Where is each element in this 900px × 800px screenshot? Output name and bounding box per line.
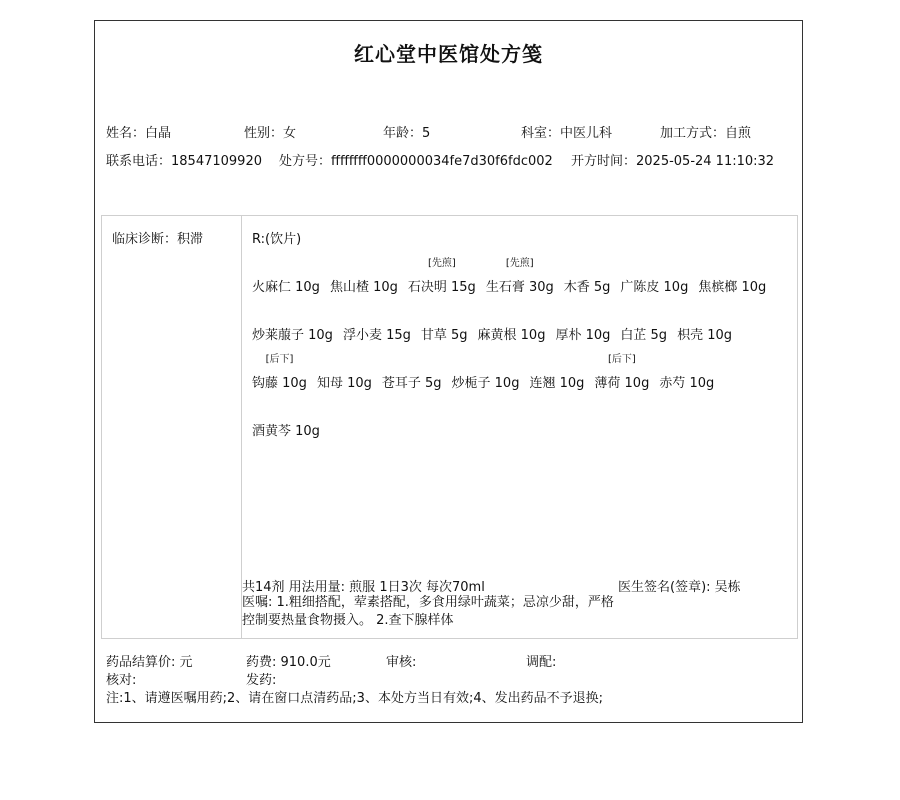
herb-item: [698, 276, 766, 295]
patient-age: 年龄：5: [383, 126, 431, 141]
herb-name: 枳壳 10g: [677, 328, 732, 343]
herb-item: [659, 372, 714, 391]
herb-item: [330, 276, 398, 295]
herb-name: 酒黄芩 10g: [252, 424, 320, 439]
herb-name: 炒栀子 10g: [451, 376, 520, 391]
herb-item: [252, 276, 320, 295]
review-field: 审核:: [386, 655, 417, 670]
herb-item: [620, 324, 667, 343]
herb-row: [252, 420, 330, 439]
herb-prep-note: [后下]: [607, 354, 636, 365]
herb-name: 赤芍 10g: [659, 376, 715, 391]
herb-name: 钩藤 10g: [252, 376, 307, 391]
process-method: 加工方式：自煎: [660, 126, 752, 141]
herb-item: [478, 324, 546, 343]
herb-name: 焦槟榔 10g: [698, 280, 767, 295]
settle-price: 药品结算价: 元: [106, 655, 193, 670]
prescription-number: 处方号：ffffffff0000000034fe7d30f6fdc002: [279, 154, 553, 169]
patient-dept: 科室：中医儿科: [521, 126, 613, 141]
herb-item: [555, 324, 610, 343]
herb-item: [343, 324, 411, 343]
herb-name: 薄荷 10g: [594, 376, 650, 391]
patient-gender: 性别：女: [244, 126, 297, 141]
herb-name: 石决明 15g: [407, 280, 476, 295]
herb-name: 厚朴 10g: [555, 328, 611, 343]
herb-name: 甘草 5g: [420, 328, 468, 343]
herb-name: 火麻仁 10g: [252, 280, 320, 295]
herb-name: 白芷 5g: [620, 328, 668, 343]
herb-row: [252, 354, 724, 391]
herb-name: 知母 10g: [316, 376, 372, 391]
herb-item: [421, 324, 468, 343]
herb-item: [252, 324, 333, 343]
patient-name: 姓名：白晶: [106, 126, 172, 141]
herb-name: 炒莱菔子 10g: [252, 328, 333, 343]
rx-label: R:(饮片): [252, 232, 302, 247]
herb-name: 生石膏 30g: [485, 280, 554, 295]
dispense-field: 调配:: [526, 655, 557, 670]
herb-item: [252, 354, 307, 391]
herb-name: 麻黄根 10g: [477, 328, 546, 343]
herb-item: [382, 372, 442, 391]
herb-name: 连翘 10g: [529, 376, 585, 391]
herb-item: [252, 420, 320, 439]
issue-field: 发药:: [246, 673, 277, 688]
herb-row: [252, 258, 776, 295]
herb-item: [452, 372, 520, 391]
patient-phone: 联系电话：18547109920: [106, 154, 262, 169]
clinical-diagnosis: 临床诊断：积滞: [112, 232, 204, 247]
footer-note: 注:1、请遵医嘱用药;2、请在窗口点清药品;3、本处方当日有效;4、发出药品不予退换;: [106, 691, 603, 706]
check-field: 核对:: [106, 673, 137, 688]
herb-prep-note: [先煎]: [505, 258, 534, 269]
herb-item: [564, 276, 611, 295]
herb-item: [594, 354, 650, 391]
drug-fee: 药费: 910.0元: [246, 655, 331, 670]
prescription-time: 开方时间：2025-05-24 11:10:32: [571, 154, 775, 169]
herb-item: [677, 324, 732, 343]
herb-prep-note: [后下]: [265, 354, 294, 365]
dosage-summary: 共14剂 用法用量: 煎服 1日3次 每次70ml: [242, 580, 485, 595]
herb-item: [485, 258, 554, 295]
herb-name: 木香 5g: [563, 280, 611, 295]
herb-item: [317, 372, 372, 391]
herb-name: 广陈皮 10g: [620, 280, 689, 295]
herb-name: 浮小麦 15g: [342, 328, 411, 343]
herb-row: [252, 324, 742, 343]
diagnosis-panel: [102, 216, 242, 638]
herb-item: [529, 372, 584, 391]
prescription-box: [101, 215, 798, 639]
page-title: 红心堂中医馆处方笺: [354, 42, 543, 66]
herb-name: 苍耳子 5g: [381, 376, 442, 391]
herb-item: [407, 258, 476, 295]
doctor-advice: 医嘱: 1.粗细搭配，荤素搭配，多食用绿叶蔬菜；忌凉少甜，严格控制要热量食物摄入。 2.查下腺样体: [242, 595, 614, 628]
herb-item: [620, 276, 688, 295]
prescription-sheet: [94, 20, 803, 723]
herb-panel: [242, 216, 797, 638]
doctor-signature: 医生签名(签章): 吴栋: [618, 580, 741, 595]
herb-name: 焦山楂 10g: [329, 280, 398, 295]
herb-prep-note: [先煎]: [427, 258, 456, 269]
